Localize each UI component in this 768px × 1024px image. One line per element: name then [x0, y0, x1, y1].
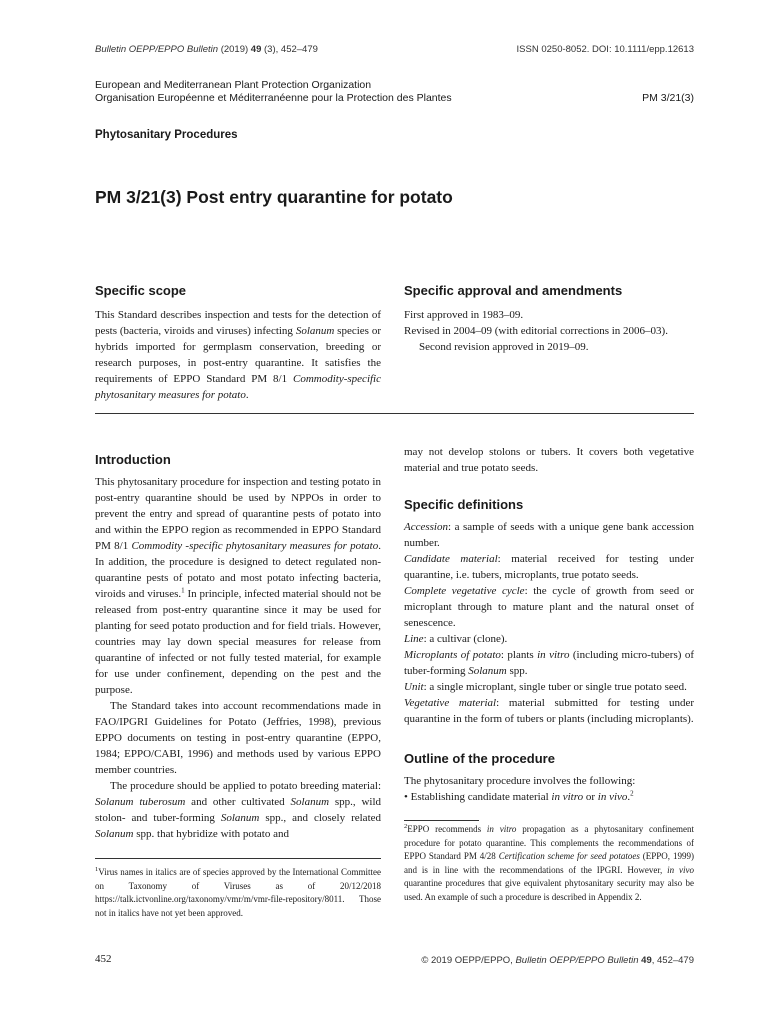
running-header-issn-doi: ISSN 0250-8052. DOI: 10.1111/epp.12613	[516, 44, 694, 55]
approval-second-revision: Second revision approved in 2019–09.	[419, 341, 589, 353]
page-number: 452	[95, 953, 112, 965]
journal-year: (2019)	[220, 44, 249, 55]
scope-heading: Specific scope	[95, 283, 187, 298]
introduction-heading: Introduction	[95, 452, 171, 467]
footer-copyright: © 2019 OEPP/EPPO, Bulletin OEPP/EPPO Bulletin 49, 452–479	[421, 955, 694, 966]
footnote-ref-2[interactable]: 2	[630, 789, 634, 798]
outline-intro: The phytosanitary procedure involves the following:	[404, 775, 636, 787]
outline-text	[404, 773, 694, 805]
standard-reference: PM 3/21(3)	[642, 92, 694, 104]
definition-complete-vegetative-cycle: Complete vegetative cycle: the cycle of growth from seed or microplant through to mature plant and the natural onset of senescence.	[404, 585, 694, 629]
section-label: Phytosanitary Procedures	[95, 129, 238, 141]
footnote-rule-right	[404, 820, 479, 821]
footnote-2: $^2$EPPO recommends in vitro propagation as a phytosanitary confinement procedure for potato quarantine. This complements the recommendations of EPPO Standard PM 4/28 Certification scheme for seed potatoes (EPPO, 1999) and is in line with the recommendations of the IPGRI. However, in vivo quarantine procedures that give equivalent phytosanitary security may also be used. An example of such a procedure is described in Appendix 2.	[404, 823, 694, 902]
footnote-rule-left	[95, 858, 381, 859]
intro-paragraph-2: The Standard takes into account recommendations made in FAO/IPGRI Guidelines for Potato (Jeffries, 1998), previous EPPO documents on testing in post-entry quarantine (EPPO, 1984; EPPO/CABI, 1996) and methods used by various EPPO member countries.	[95, 700, 381, 776]
approval-text	[404, 307, 694, 355]
page-title: PM 3/21(3) Post entry quarantine for potato	[95, 187, 453, 207]
definition-candidate-material: Candidate material: material received for testing under quarantine, i.e. tubers, microplants, true potato seeds.	[404, 553, 695, 581]
journal-issue-pages: (3), 452–479	[264, 44, 318, 55]
intro-paragraph-3: The procedure should be applied to potato breeding material: Solanum tuberosum and other cultivated Solanum spp., wild stolon- and tuber-forming Solanum spp., and closely related Solanum spp. that hybridize with potato and	[95, 780, 382, 840]
journal-name: Bulletin OEPP/EPPO Bulletin	[95, 44, 219, 55]
journal-volume: 49	[250, 44, 262, 55]
introduction-text	[95, 474, 381, 842]
approval-first: First approved in 1983–09.	[404, 309, 524, 321]
running-header-citation	[95, 44, 318, 55]
definitions-heading: Specific definitions	[404, 497, 524, 512]
outline-bullet-1: • Establishing candidate material in vitro or in vivo.$^2$	[404, 789, 634, 803]
definition-line: Line: a cultivar (clone).	[404, 633, 508, 645]
intro-paragraph-1: This phytosanitary procedure for inspection and testing potato in post-entry quarantine should be used by NPPOs in order to prevent the entry and spread of quarantine pests of potato into and within the EPPO region as recommended in EPPO Standard PM 8/1 Commodity -specific phytosanitary measures for potato. In addition, the procedure is designed to detect regulated non-quarantine pests of potato and most potato infecting bacteria, viroids and viruses.$^1$ In principle, infected material should not be released from post-entry quarantine since it may be used for planting for seed potato production and for field trials. However, countries may lay down special measures for release from quarantine of infected or not fully tested material, for example for use under confinement, depending on the pest and the purpose.	[95, 476, 381, 696]
section-divider	[95, 413, 694, 414]
footnote-ref-1[interactable]: 1	[181, 586, 185, 595]
scope-text: This Standard describes inspection and tests for the detection of pests (bacteria, viroids and viruses) infecting Solanum species or hybrids imported for germplasm conservation, breeding or research purposes, in post-entry quarantine. It satisfies the requirements of EPPO Standard PM 8/1 Commodity-specific phytosanitary measures for potato.	[95, 309, 381, 401]
definition-vegetative-material: Vegetative material: material submitted for testing under quarantine in the form of tubers or plants (including microplants).	[404, 697, 694, 725]
definition-unit: Unit: a single microplant, single tuber or single true potato seed.	[404, 681, 687, 693]
footnote-1: $^1$Virus names in italics are of species approved by the International Committee on Taxonomy of Viruses as of 20/12/2018 https://talk.ictvonline.org/taxonomy/vmr/m/vmr-file-repository/8011. Those not in italics have not yet been approved.	[95, 866, 381, 918]
organization-name-en: European and Mediterranean Plant Protection Organization	[95, 79, 372, 91]
outline-heading: Outline of the procedure	[404, 751, 555, 766]
definitions-list	[404, 519, 694, 727]
approval-revised: Revised in 2004–09 (with editorial corrections in 2006–03).	[404, 325, 668, 337]
organization-block	[95, 79, 452, 105]
definition-microplants: Microplants of potato: plants in vitro (including micro-tubers) of tuber-forming Solanum spp.	[404, 649, 694, 677]
organization-name-fr: Organisation Européenne et Méditerranéenne pour la Protection des Plantes	[95, 92, 452, 104]
approval-heading: Specific approval and amendments	[404, 283, 623, 298]
definition-accession: Accession: a sample of seeds with a unique gene bank accession number.	[404, 521, 694, 549]
intro-continuation: may not develop stolons or tubers. It covers both vegetative material and true potato seeds.	[404, 446, 694, 474]
